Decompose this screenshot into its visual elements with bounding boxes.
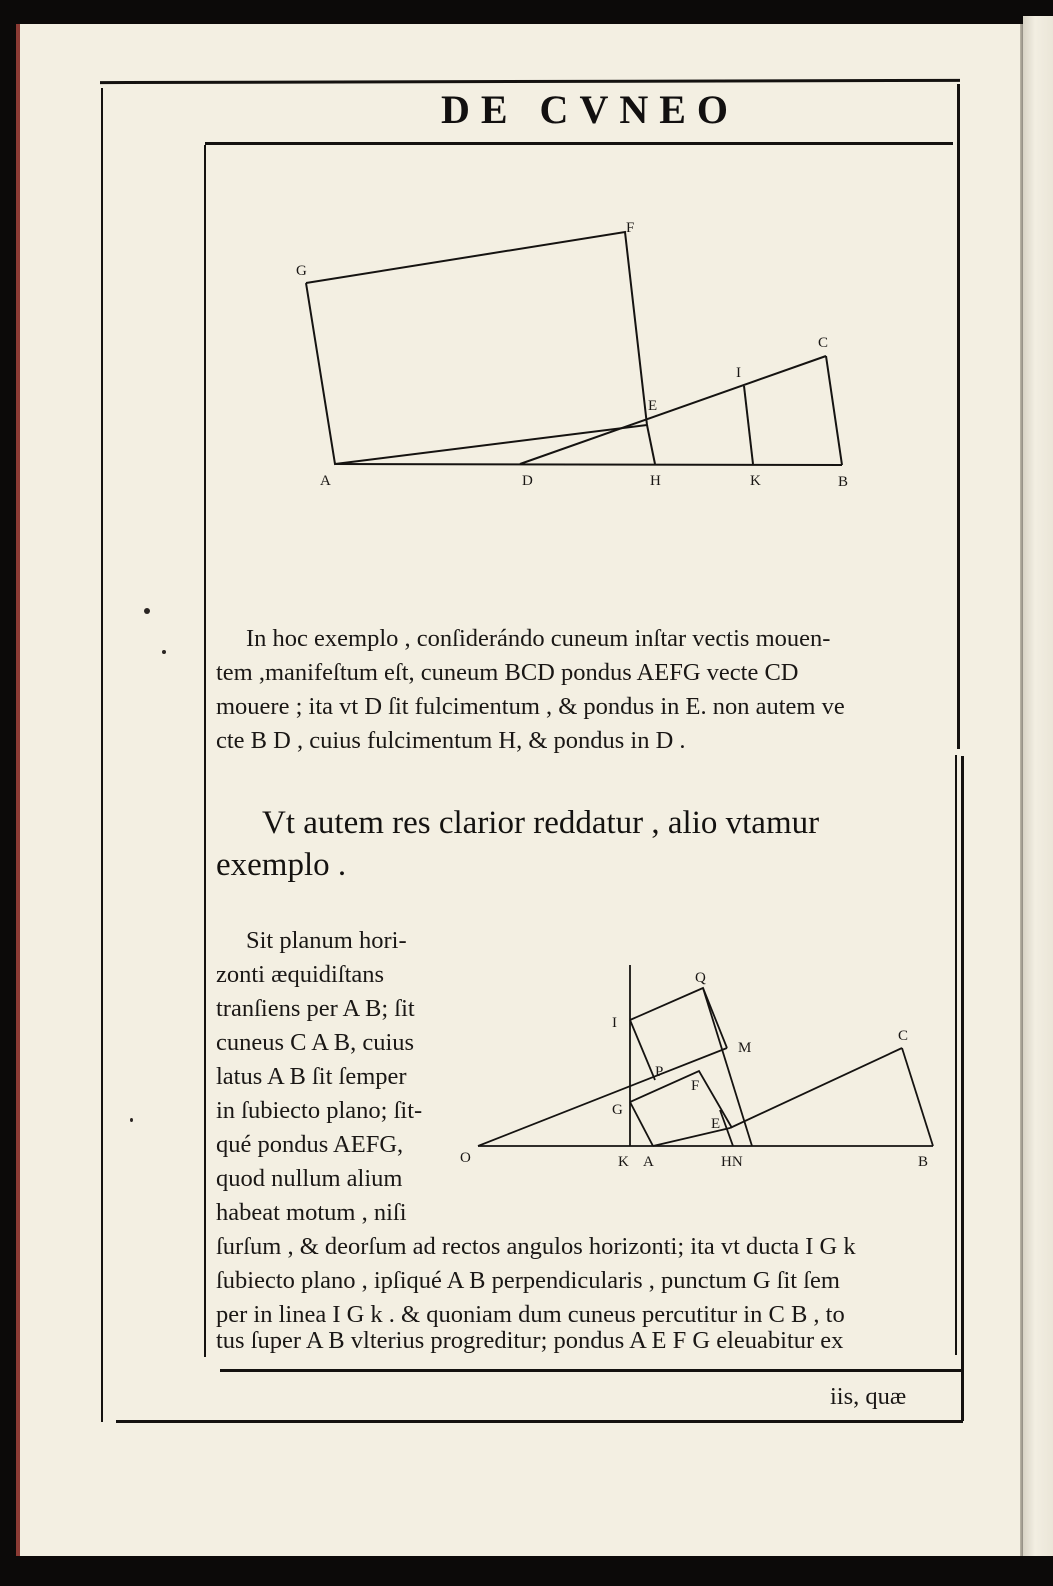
fig2-label-K: K [618,1154,629,1170]
fig1-wedge-DC [520,356,826,464]
catchword: iis, quæ [830,1383,907,1410]
fig1-weight-AEFG [306,232,647,464]
fig1-label-G: G [296,263,307,279]
paragraph-2-line: habeat motum , niſi [216,1199,407,1226]
fig2-line-GA [630,1102,653,1146]
paragraph-2-line: ſurſum , & deorſum ad rectos angulos horizonti; ita vt ducta I G k [216,1233,856,1260]
fig2-label-O: O [460,1150,471,1166]
fig2-label-E: E [711,1116,721,1132]
paragraph-2-line: tranſiens per A B; ſit [216,995,415,1022]
heading-line: exemplo . [216,847,347,883]
fig2-label-A: A [643,1154,654,1170]
fig2-label-G: G [612,1102,623,1118]
paragraph-2-line: latus A B ſit ſemper [216,1063,407,1090]
paragraph-1-line: cte B D , cuius fulcimentum H, & pondus in D . [216,727,686,754]
fig2-line-CB [902,1048,933,1146]
fig1-line-IK [744,386,753,464]
paragraph-1-line: In hoc exemplo , conſiderándo cuneum inſtar vectis mouen- [246,625,831,652]
fig1-line-EH [647,425,655,464]
fig1-label-B: B [838,474,849,490]
running-head-title: DE CVNEO [440,87,740,132]
fig2-label-F: F [691,1078,700,1094]
paragraph-1-line: tem ,manifeſtum eſt, cuneum BCD pondus AEFG vecte CD [216,659,799,686]
fig1-label-A: A [320,473,331,489]
fig1-label-E: E [648,398,658,414]
paragraph-2-line: in ſubiecto plano; ſit- [216,1097,423,1124]
fig2-wedge-EC [730,1048,902,1128]
paragraph-2-line: qué pondus AEFG, [216,1131,404,1158]
paragraph-2-line: zonti æquidiſtans [216,961,385,988]
fig1-label-H: H [650,473,661,489]
fig2-wedge-OM [478,1048,727,1146]
fig1-label-D: D [522,473,533,489]
fig2-label-M: M [738,1040,752,1056]
paragraph-2-line: cuneus C A B, cuius [216,1029,415,1056]
paragraph-2-line: quod nullum alium [216,1165,403,1192]
fig1-line-CB [826,356,842,465]
fig2-label-C: C [898,1028,909,1044]
paragraph-2-line: Sit planum hori- [246,927,407,954]
paragraph-2-line: tus ſuper A B vlterius progreditur; pondus A E F G eleuabitur ex [216,1327,844,1354]
fig1-label-K: K [750,473,761,489]
fig2-label-HN: HN [721,1154,743,1170]
paragraph-2-line: per in linea I G k . & quoniam dum cuneus percutitur in C B , to [216,1301,845,1328]
paragraph-1-line: mouere ; ita vt D ſit fulcimentum , & pondus in E. non autem ve [216,693,845,720]
fig1-label-C: C [818,335,829,351]
paragraph-2-line: ſubiecto plano , ipſiqué A B perpendicularis , punctum G ſit ſem [216,1267,840,1294]
heading-line: Vt autem res clarior reddatur , alio vtamur [262,805,820,841]
fig1-label-F: F [626,220,635,236]
fig1-label-I: I [736,365,741,381]
fig2-line-IP [630,1020,655,1080]
fig2-label-B: B [918,1154,929,1170]
fig1-base-AB [335,464,842,465]
fig2-label-P: P [655,1064,664,1080]
fig2-label-I: I [612,1015,617,1031]
fig2-label-Q: Q [695,970,706,986]
